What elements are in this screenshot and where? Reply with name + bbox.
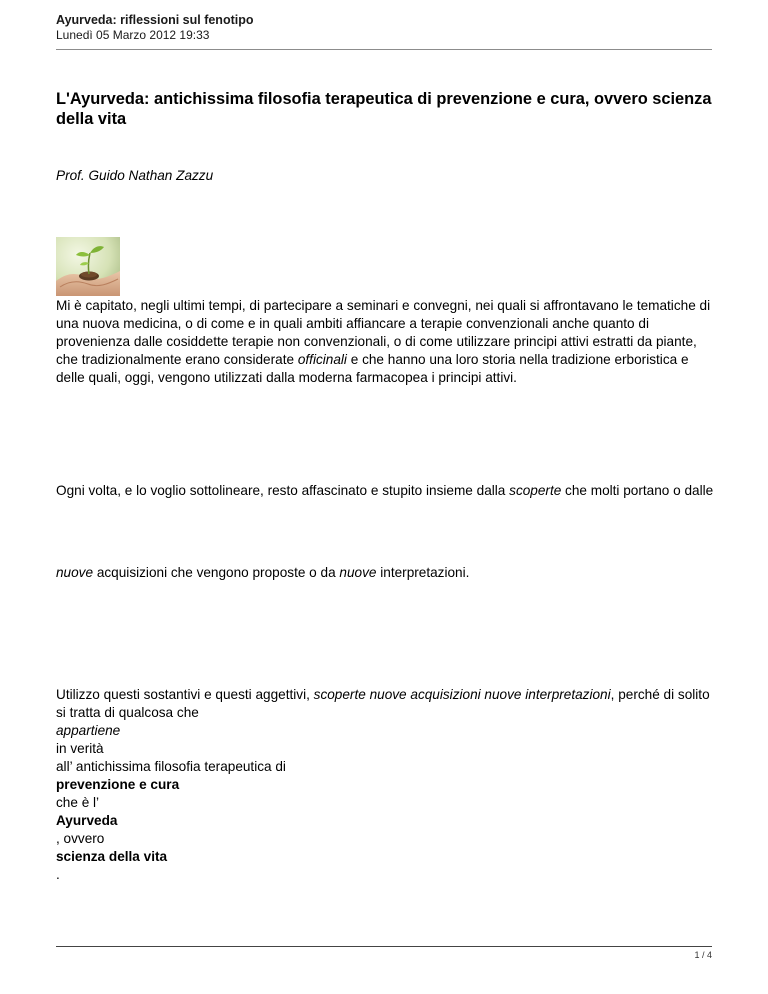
emphasis-nuove-1: nuove [56, 565, 94, 580]
emphasis-scoperte: scoperte [509, 483, 562, 498]
article-author: Prof. Guido Nathan Zazzu [56, 168, 214, 183]
page-number: 1 / 4 [694, 950, 712, 960]
header-title: Ayurveda: riflessioni sul fenotipo [56, 13, 254, 27]
paragraph-1-text-end: e che hanno una loro storia nella tradizione erboristica e delle quali, oggi, vengono utilizzati dalla moderna farmacopea i principi attivi. [56, 352, 689, 385]
paragraph-4-text-5: che è l’ [56, 795, 100, 810]
paragraph-2-text-end: che molti portano o dalle [561, 483, 714, 498]
strong-prevenzione-cura: prevenzione e cura [56, 777, 180, 792]
paragraph-3-text-end: interpretazioni. [376, 565, 470, 580]
paragraph-4-text-3: in verità [56, 741, 104, 756]
paragraph-3 [56, 564, 716, 582]
article-title: L'Ayurveda: antichissima filosofia terapeutica di prevenzione e cura, ovvero scienza della vita [56, 90, 712, 128]
strong-ayurveda: Ayurveda [56, 813, 118, 828]
paragraph-2-text: Ogni volta, e lo voglio sottolineare, resto affascinato e stupito insieme dalla [56, 483, 510, 498]
paragraph-1 [56, 297, 716, 387]
paragraph-4-text: Utilizzo questi sostantivi e questi aggettivi, [56, 687, 314, 702]
paragraph-2 [56, 482, 716, 500]
emphasis-appartiene: appartiene [56, 723, 121, 738]
strong-scienza-vita: scienza della vita [56, 849, 168, 864]
footer-divider [56, 946, 712, 947]
header-date: Lunedì 05 Marzo 2012 19:33 [56, 28, 210, 42]
paragraph-4-text-6: , ovvero [56, 831, 105, 846]
emphasis-nuove-2: nuove [339, 565, 377, 580]
paragraph-1-text: Mi è capitato, negli ultimi tempi, di partecipare a seminari e convegni, nei quali si affrontavano le tematiche di una nuova medicina, o di come e in quali ambiti affiancare a terapie convenzionali anche quanto di provenienza dalle cosiddette terapie non convenzionali, o di come utilizzare principi attivi estratti da piante, che tradizionalmente erano considerate [56, 298, 711, 367]
emphasis-officinali: officinali [297, 352, 347, 367]
header-divider [56, 49, 712, 50]
page-header [56, 13, 712, 43]
paragraph-3-text: acquisizioni che vengono proposte o da [93, 565, 340, 580]
hands-holding-seedling-photo [56, 237, 120, 296]
paragraph-4 [56, 686, 716, 884]
paragraph-4-text-2: , perché di solito si tratta di qualcosa che [56, 687, 710, 720]
paragraph-4-text-7: . [56, 867, 60, 882]
paragraph-4-text-4: all’ antichissima filosofia terapeutica di [56, 759, 286, 774]
emphasis-scoperte-nuove: scoperte nuove acquisizioni nuove interpretazioni [313, 687, 611, 702]
